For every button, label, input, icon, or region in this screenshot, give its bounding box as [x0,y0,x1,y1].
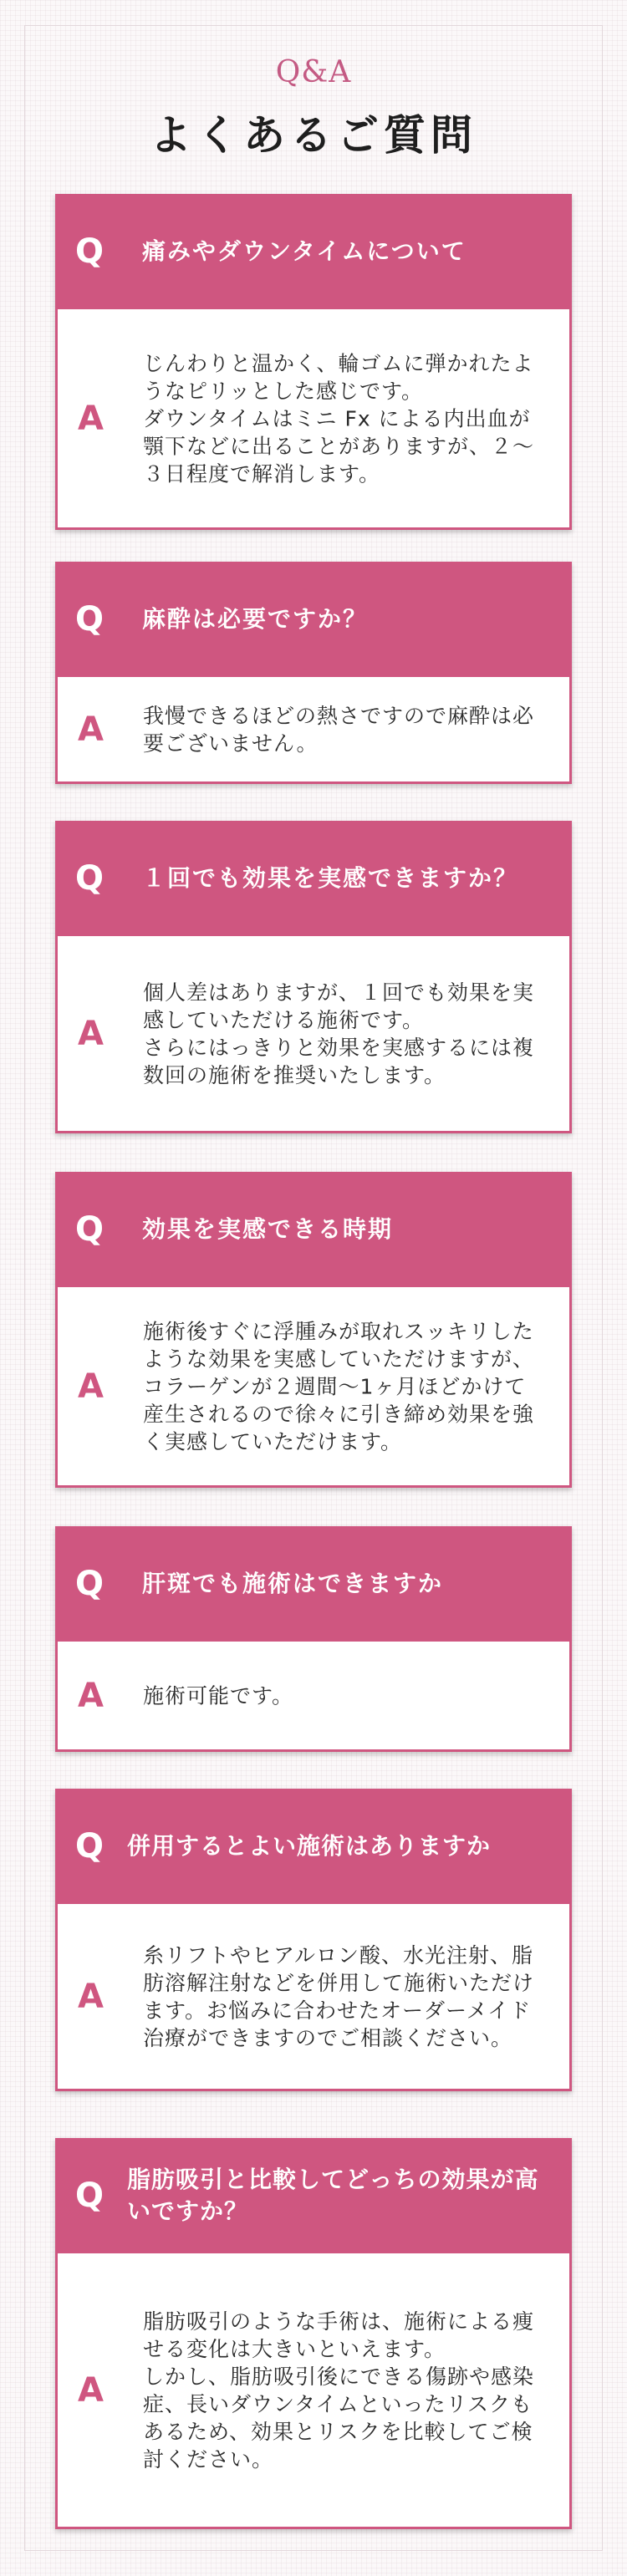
faq-question[interactable] [55,821,572,936]
question-mark-label: Q [75,600,104,639]
faq-question[interactable] [55,562,572,677]
question-text: １回でも効果を実感できますか？ [142,864,519,892]
answer-text: 個人差はありますが、１回でも効果を実感していただける施術です。 さらにはっきりと効果を実感するには複数回の施術を推奨いたします。 [143,980,535,1087]
question-text: 効果を実感できる時期 [142,1215,394,1243]
faq-question[interactable] [55,1526,572,1642]
answer-text: 我慢できるほどの熱さですので麻酔は必要ございません。 [143,703,535,756]
question-text: 併用するとよい施術はありますか [127,1832,492,1860]
question-mark-label: Q [75,1827,104,1866]
question-text: 痛みやダウンタイムについて [142,237,466,265]
faq-answer [55,1904,572,2091]
question-mark-label: Q [75,1565,104,1603]
qa-subtitle: Q&A [275,55,352,89]
answer-mark-label: A [78,1014,104,1053]
answer-text: 脂肪吸引のような手術は、施術による痩せる変化は大きいといえます。 しかし、脂肪吸引後にできる傷跡や感染症、長いダウンタイムといったリスクもあるため、効果とリスクを比較してご検討ください。 [143,2309,535,2472]
faq-item[interactable] [55,1526,572,1752]
faq-question[interactable] [55,1789,572,1904]
faq-question[interactable] [55,2138,572,2253]
faq-item[interactable] [55,562,572,784]
answer-mark-label: A [78,710,104,749]
faq-answer [55,1642,572,1752]
faq-question[interactable] [55,1172,572,1287]
question-mark-label: Q [75,1210,104,1249]
answer-mark-label: A [78,399,104,438]
faq-item[interactable] [55,194,572,530]
question-mark-label: Q [75,232,104,271]
answer-mark-label: A [78,2370,104,2410]
faq-item[interactable] [55,2138,572,2529]
faq-answer [55,936,572,1133]
page-title: よくあるご質問 [150,110,477,160]
question-text: 脂肪吸引と比較してどっちの効果が高いですか？ [127,2166,539,2225]
answer-mark-label: A [78,1367,104,1406]
question-text: 肝斑でも施術はできますか [142,1570,444,1597]
question-text: 麻酔は必要ですか？ [142,605,369,633]
answer-text: 施術後すぐに浮腫みが取れスッキリしたような効果を実感していただけますが、コラーゲンが２週間〜1ヶ月ほどかけて産生されるので徐々に引き締め効果を強く実感していただけます。 [143,1319,535,1453]
answer-mark-label: A [78,1676,104,1715]
answer-text: 糸リフトやヒアルロン酸、水光注射、脂肪溶解注射などを併用して施術いただけます。お悩みに合わせたオーダーメイド治療ができますのでご相談ください。 [143,1942,535,2050]
answer-text: 施術可能です。 [143,1683,294,1708]
faq-item[interactable] [55,821,572,1133]
question-mark-label: Q [75,859,104,898]
answer-mark-label: A [78,1977,104,2016]
answer-text: じんわりと温かく、輪ゴムに弾かれたようなピリッとした感じです。 ダウンタイムはミニ Fx による内出血が顎下などに出ることがありますが、２〜３日程度で解消します。 [143,351,535,486]
faq-item[interactable] [55,1172,572,1488]
faq-answer [55,309,572,530]
question-mark-label: Q [75,2176,104,2215]
faq-question[interactable] [55,194,572,309]
faq-answer [55,677,572,784]
faq-answer [55,2253,572,2529]
faq-item[interactable] [55,1789,572,2091]
faq-answer [55,1287,572,1488]
